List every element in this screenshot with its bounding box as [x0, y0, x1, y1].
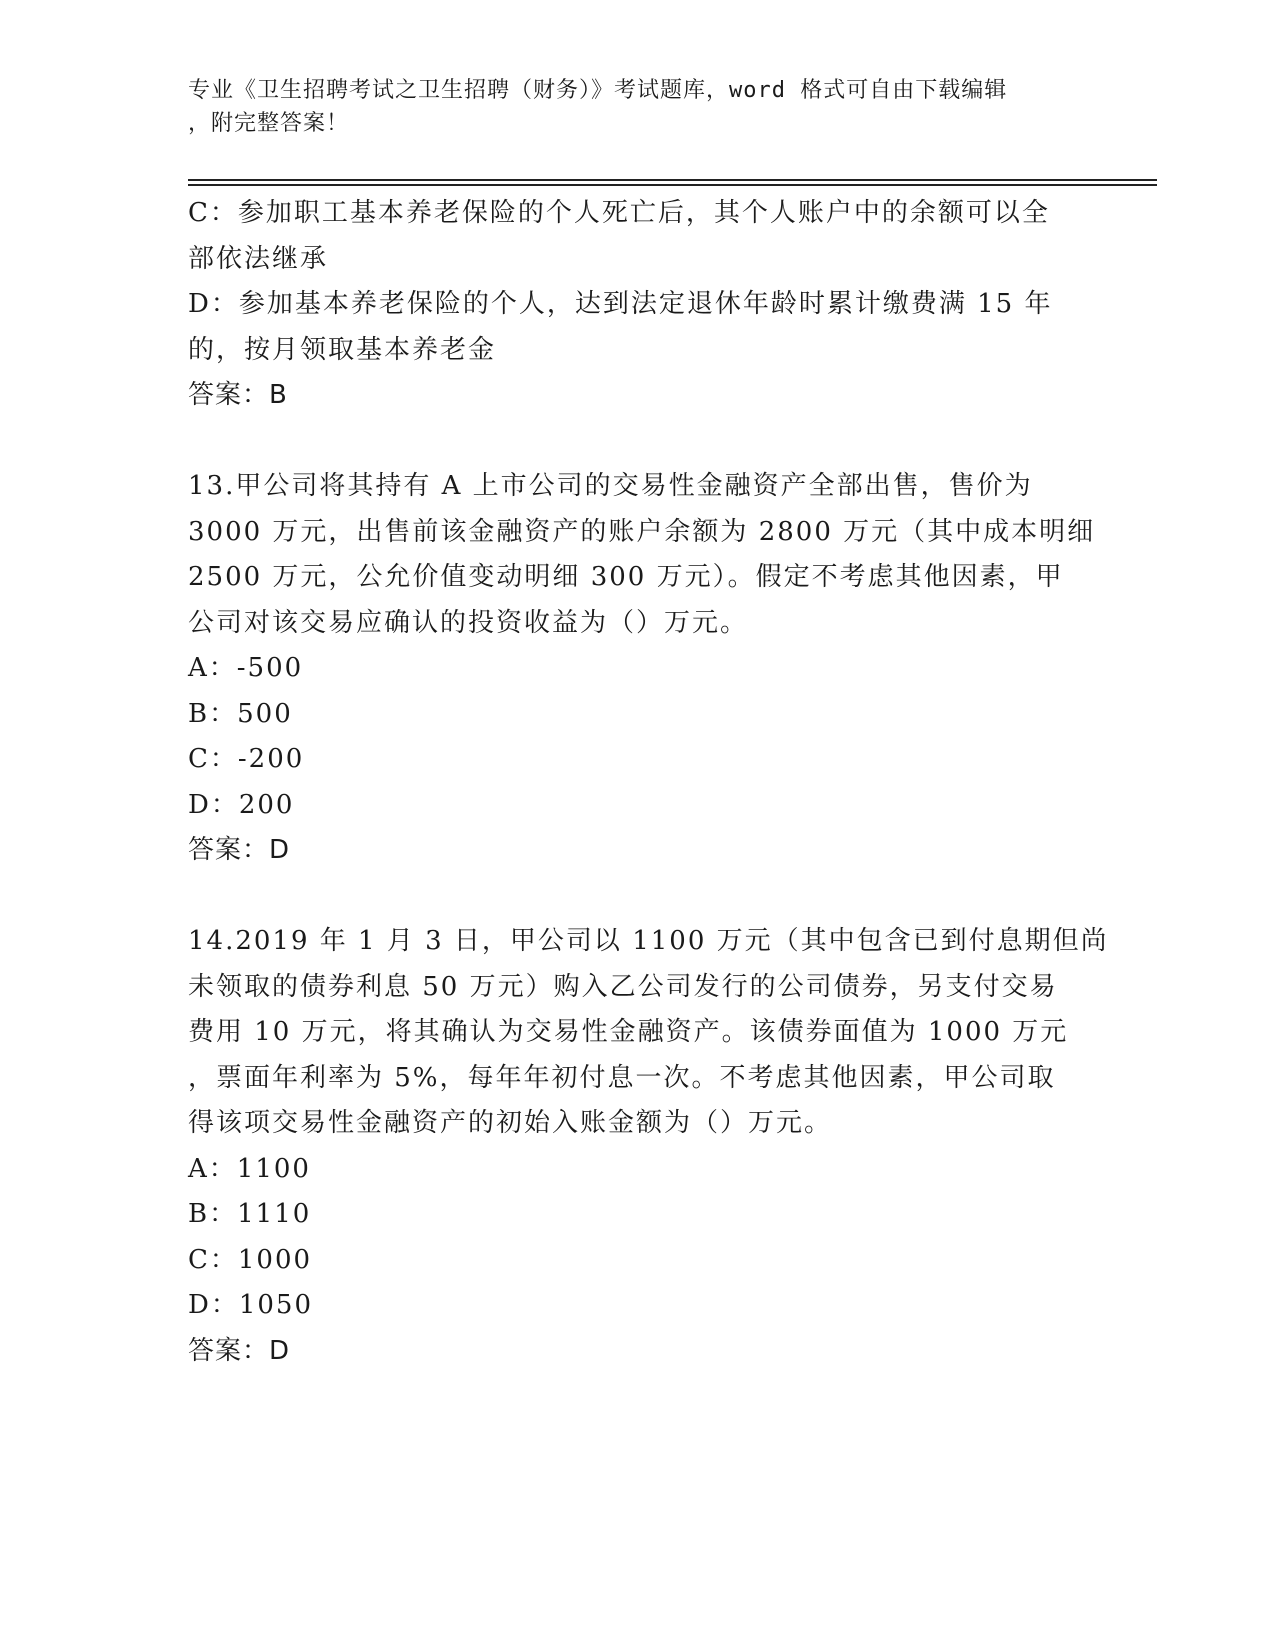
option-b: B：1110 [188, 1199, 312, 1229]
question-stem: 14.2019 年 1 月 3 日，甲公司以 1100 万元（其中包含已到付息期但尚 [188, 926, 1109, 956]
question-spacer [188, 874, 1088, 920]
document-header [188, 74, 1088, 140]
option-c: C：1000 [188, 1244, 313, 1275]
previous-question-tail [188, 191, 1088, 419]
option-c: C：-200 [188, 744, 305, 774]
question-spacer [188, 419, 1088, 465]
answer-label: 答案：D [188, 835, 291, 865]
question-stem: 3000 万元，出售前该金融资产的账户余额为 2800 万元（其中成本明细 [188, 516, 1096, 547]
question-13 [188, 464, 1096, 874]
header-divider-top [188, 179, 1157, 181]
question-stem: 公司对该交易应确认的投资收益为（）万元。 [188, 607, 749, 638]
question-content [188, 191, 1109, 1374]
option-d-continued: 的，按月领取基本养老金 [188, 334, 497, 365]
option-a: A：-500 [188, 653, 304, 683]
question-stem: 费用 10 万元，将其确认为交易性金融资产。该债券面值为 1000 万元 [188, 1017, 1069, 1047]
question-stem: 未领取的债券利息 50 万元）购入乙公司发行的公司债券，另支付交易 [188, 971, 1058, 1002]
question-stem: 得该项交易性金融资产的初始入账金额为（）万元。 [188, 1108, 833, 1138]
header-line-1: 专业《卫生招聘考试之卫生招聘（财务）》考试题库，word 格式可自由下载编辑 [188, 78, 1008, 103]
question-stem: 2500 万元，公允价值变动明细 300 万元）。假定不考虑其他因素，甲 [188, 562, 1064, 592]
option-b: B：500 [188, 698, 293, 729]
option-c: C：参加职工基本养老保险的个人死亡后，其个人账户中的余额可以全 [188, 198, 1050, 228]
question-stem: 13.甲公司将其持有 A 上市公司的交易性金融资产全部出售，售价为 [188, 471, 1033, 501]
header-divider-bottom [188, 184, 1157, 186]
answer-label: 答案：D [188, 1335, 291, 1366]
option-c-continued: 部依法继承 [188, 243, 329, 274]
question-14 [188, 919, 1109, 1374]
header-line-2: ，附完整答案！ [188, 111, 350, 136]
option-d: D：参加基本养老保险的个人，达到法定退休年龄时累计缴费满 15 年 [188, 289, 1053, 319]
answer-label: 答案：B [188, 380, 288, 410]
option-d: D：200 [188, 789, 295, 820]
option-d: D：1050 [188, 1290, 314, 1320]
option-a: A：1100 [188, 1153, 311, 1184]
question-stem: ，票面年利率为 5%，每年年初付息一次。不考虑其他因素，甲公司取 [188, 1062, 1056, 1093]
